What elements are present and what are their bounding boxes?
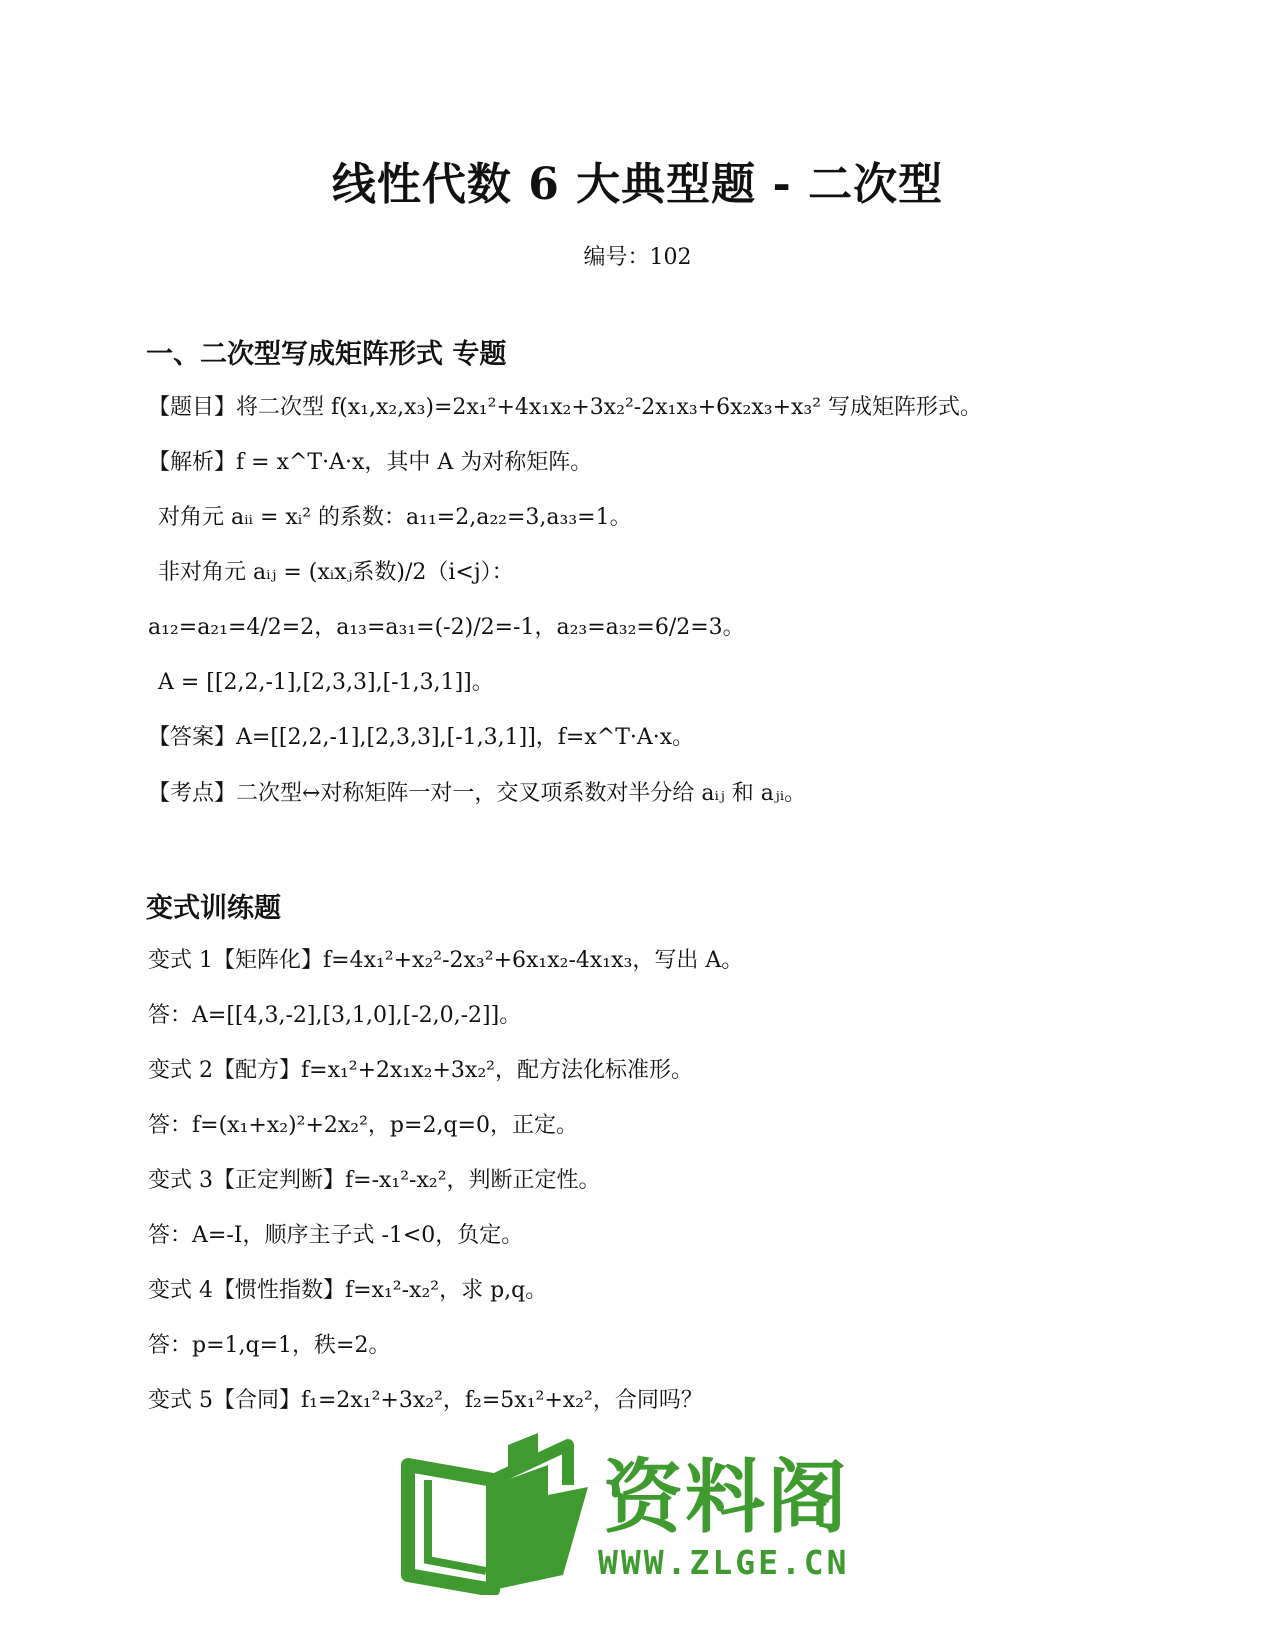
watermark-url: WWW.ZLGE.CN [598, 1543, 850, 1582]
analysis-line: 【解析】f = x^T·A·x，其中 A 为对称矩阵。 [148, 450, 593, 475]
analysis-matrix: A = [[2,2,-1],[2,3,3],[-1,3,1]]。 [158, 670, 494, 695]
variant-4: 变式 4【惯性指数】f=x₁²-x₂²，求 p,q。 [148, 1278, 548, 1303]
variant-3-answer: 答：A=-I，顺序主子式 -1<0，负定。 [148, 1223, 524, 1248]
problem-statement: 【题目】将二次型 f(x₁,x₂,x₃)=2x₁²+4x₁x₂+3x₂²-2x₁x₃+6x₂x₃+x₃² 写成矩阵形式。 [148, 395, 983, 420]
document-code: 编号：102 [583, 245, 692, 270]
variant-5: 变式 5【合同】f₁=2x₁²+3x₂²，f₂=5x₁²+x₂²，合同吗？ [148, 1388, 703, 1413]
variant-4-answer: 答：p=1,q=1，秩=2。 [148, 1333, 391, 1358]
variant-3: 变式 3【正定判断】f=-x₁²-x₂²，判断正定性。 [148, 1168, 601, 1193]
variant-1: 变式 1【矩阵化】f=4x₁²+x₂²-2x₃²+6x₁x₂-4x₁x₃，写出 A。 [148, 948, 744, 973]
page-title: 线性代数 6 大典型题 - 二次型 [331, 159, 944, 210]
open-book-logo-icon [398, 1425, 598, 1595]
watermark [398, 1425, 868, 1595]
section-heading-2: 变式训练题 [146, 893, 281, 924]
section-heading-1: 一、二次型写成矩阵形式 专题 [146, 339, 507, 370]
analysis-diagonal: 对角元 aᵢᵢ = xᵢ² 的系数：a₁₁=2,a₂₂=3,a₃₃=1。 [158, 505, 632, 530]
variant-2-answer: 答：f=(x₁+x₂)²+2x₂²，p=2,q=0，正定。 [148, 1113, 578, 1138]
answer-line: 【答案】A=[[2,2,-1],[2,3,3],[-1,3,1]]，f=x^T·A·x。 [148, 725, 695, 750]
variant-2: 变式 2【配方】f=x₁²+2x₁x₂+3x₂²，配方法化标准形。 [148, 1058, 693, 1083]
watermark-brand: 资料阁 [603, 1451, 849, 1544]
analysis-values: a₁₂=a₂₁=4/2=2，a₁₃=a₃₁=(-2)/2=-1，a₂₃=a₃₂=6/2=3。 [148, 615, 745, 640]
variant-1-answer: 答：A=[[4,3,-2],[3,1,0],[-2,0,-2]]。 [148, 1003, 522, 1028]
analysis-offdiagonal: 非对角元 aᵢⱼ = (xᵢxⱼ系数)/2（i<j）： [158, 560, 514, 585]
key-point-line: 【考点】二次型↔对称矩阵一对一，交叉项系数对半分给 aᵢⱼ 和 aⱼᵢ。 [148, 781, 807, 806]
